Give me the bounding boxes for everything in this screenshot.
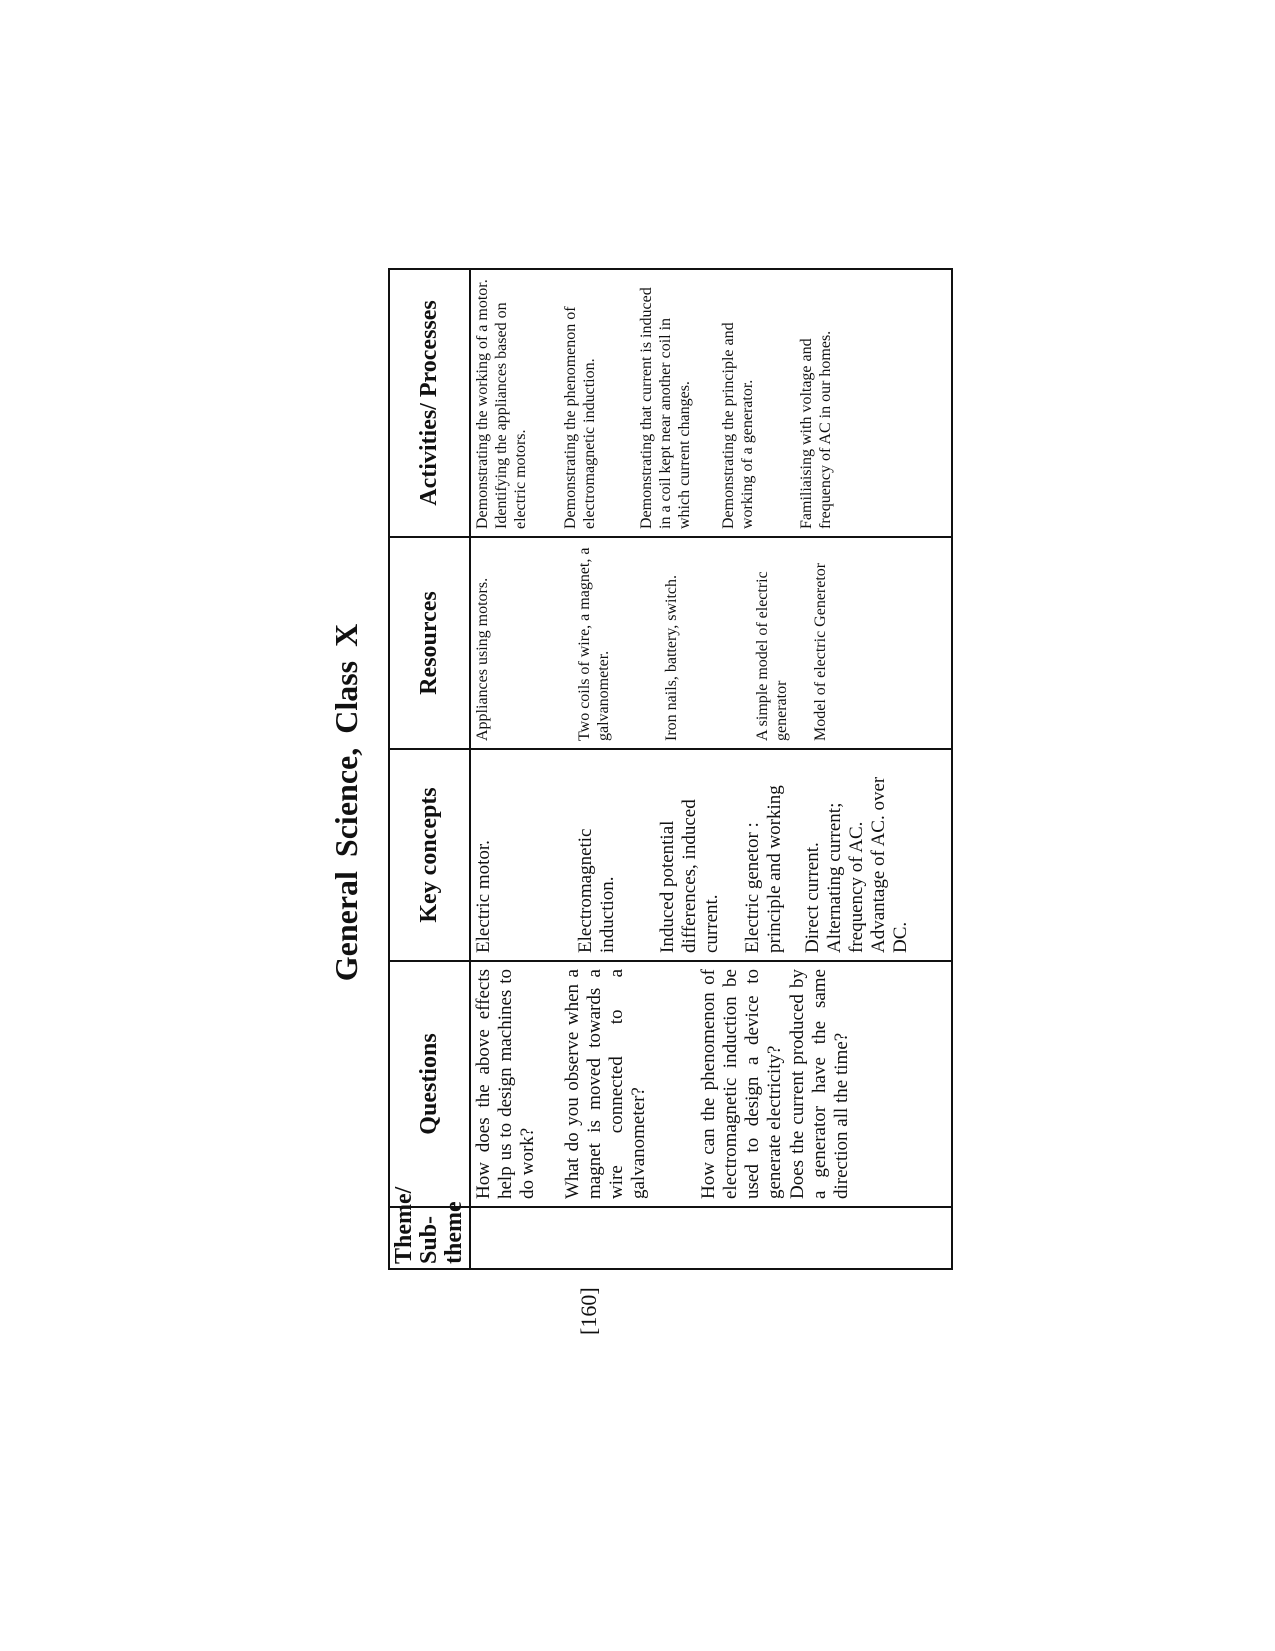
theme-cell [470,1207,952,1269]
page-number: [160] [576,1287,601,1335]
table-row [470,269,952,1269]
questions-cell [470,961,952,1207]
activity-item: Demonstrating that current is induced in a coil kept near another coil in which current changes. [638,287,693,529]
question-item: How can the phenomenon of electromagnetic induction be used to design a device to generate electricity? [698,969,785,1199]
resource-item: Iron nails, battery, switch. [663,574,680,741]
rotated-page-content [318,265,943,1340]
key-concept-item: Electric genetor : principle and working [742,785,785,953]
header-theme: Theme/ Sub-theme [389,1207,470,1269]
resource-item: Appliances using motors. [474,577,491,741]
table-header-row [389,269,470,1269]
question-item: Does the current produced by a generator have the same direction all the time? [787,969,852,1199]
header-questions: Questions [389,961,470,1207]
header-key-concepts: Key concepts [389,749,470,961]
resources-cell [470,537,952,749]
key-concept-item: Induced potential differences, induced current. [657,799,722,953]
page-title: General Science, Class X [328,623,364,982]
resource-item: A simple model of electric generator [754,571,790,741]
key-concept-item: Electric motor. [473,840,494,953]
activity-item: Familiaising with voltage and frequency of AC in our homes. [798,330,834,529]
header-activities: Activities/ Processes [389,269,470,537]
activity-item: Demonstrating the phenomenon of electromagnetic induction. [562,306,598,529]
activity-item: Demonstrating the working of a motor. Identifying the appliances based on electric motors. [474,279,529,529]
key-concept-item: Electromagnetic induction. [575,828,618,953]
activity-item: Demonstrating the principle and working of a generator. [720,322,756,529]
question-item: What do you observe when a magnet is moved towards a wire connected to a galvanometer? [562,969,649,1199]
header-resources: Resources [389,537,470,749]
syllabus-table [388,268,953,1270]
resource-item: Model of electric Generetor [812,562,829,741]
activities-cell [470,269,952,537]
resource-item: Two coils of wire, a magnet, a galvanometer. [576,547,612,741]
key-concept-item: Direct current. Alternating current; frequency of AC. Advantage of AC. over DC. [802,776,911,953]
key-concepts-cell [470,749,952,961]
question-item: How does the above effects help us to design machines to do work? [473,969,538,1199]
